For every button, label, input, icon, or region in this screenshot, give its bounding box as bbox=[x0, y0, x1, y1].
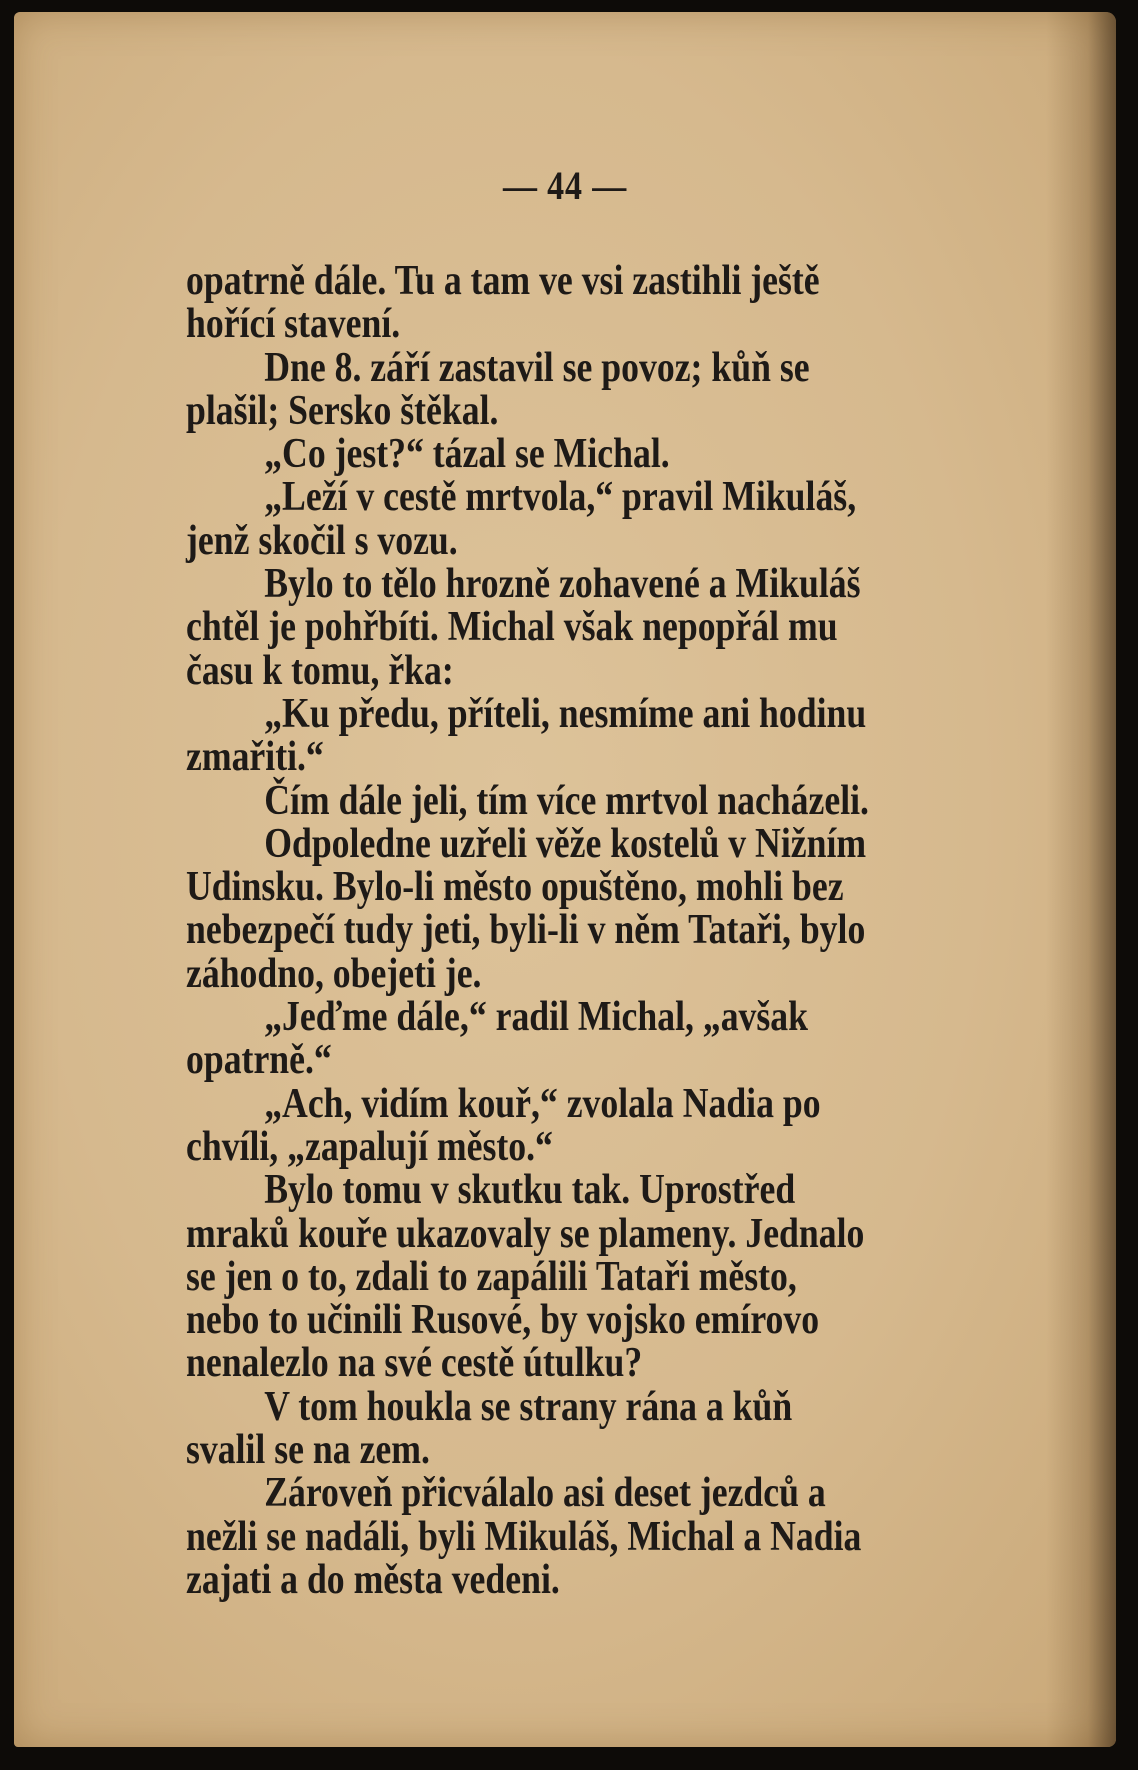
text-line: opatrně dále. Tu a tam ve vsi zastihli ještě bbox=[186, 258, 820, 304]
text-line: Bylo tomu v skutku tak. Uprostřed bbox=[264, 1167, 796, 1214]
text-line: svalil se na zem. bbox=[186, 1427, 430, 1474]
text-line: Odpoledne uzřeli věže kostelů v Nižním bbox=[264, 820, 867, 867]
text-line: záhodno, obejeti je. bbox=[186, 950, 482, 997]
text-line: chtěl je pohřbíti. Michal však nepopřál mu bbox=[186, 604, 838, 651]
text-line: Udinsku. Bylo-li město opuštěno, mohli bez bbox=[186, 864, 844, 911]
text-line: „Leží v cestě mrtvola,“ pravil Mikuláš, bbox=[264, 474, 857, 521]
text-line: „Jeďme dále,“ radil Michal, „avšak bbox=[264, 994, 809, 1041]
text-line: chvíli, „zapalují město.“ bbox=[186, 1123, 553, 1170]
text-line: se jen o to, zdali to zapálili Tataři město, bbox=[186, 1253, 797, 1300]
text-line: „Ach, vidím kouř,“ zvolala Nadia po bbox=[264, 1080, 821, 1127]
text-line: nebezpečí tudy jeti, byli-li v něm Tataři, bylo bbox=[186, 907, 866, 954]
text-line: V tom houkla se strany rána a kůň bbox=[264, 1383, 793, 1430]
text-line: Zároveň přicválalo asi deset jezdců a bbox=[264, 1470, 826, 1517]
text-line: mraků kouře ukazovaly se plameny. Jednalo bbox=[186, 1210, 865, 1257]
book-page bbox=[14, 12, 1116, 1747]
text-line: plašil; Sersko štěkal. bbox=[186, 387, 499, 434]
text-line: opatrně.“ bbox=[186, 1037, 332, 1084]
text-line: času k tomu, řka: bbox=[186, 647, 454, 694]
text-line: Bylo to tělo hrozně zohavené a Mikuláš bbox=[264, 561, 861, 608]
text-line: nenalezlo na své cestě útulku? bbox=[186, 1340, 643, 1387]
text-line: hořící stavení. bbox=[186, 301, 401, 348]
text-line: Čím dále jeli, tím více mrtvol nacházeli. bbox=[264, 777, 869, 824]
text-line: „Co jest?“ tázal se Michal. bbox=[264, 431, 670, 478]
text-line: nežli se nadáli, byli Mikuláš, Michal a Nadia bbox=[186, 1513, 862, 1560]
text-line: „Ku předu, příteli, nesmíme ani hodinu bbox=[264, 690, 867, 737]
body-text bbox=[186, 260, 1026, 1602]
text-line: jenž skočil s vozu. bbox=[186, 517, 458, 564]
text-line: nebo to učinili Rusové, by vojsko emírovo bbox=[186, 1297, 820, 1344]
text-line: zmařiti.“ bbox=[186, 734, 324, 781]
text-line: Dne 8. září zastavil se povoz; kůň se bbox=[264, 344, 810, 391]
page-number: — 44 — bbox=[502, 163, 628, 208]
text-line: zajati a do města vedeni. bbox=[186, 1556, 560, 1603]
